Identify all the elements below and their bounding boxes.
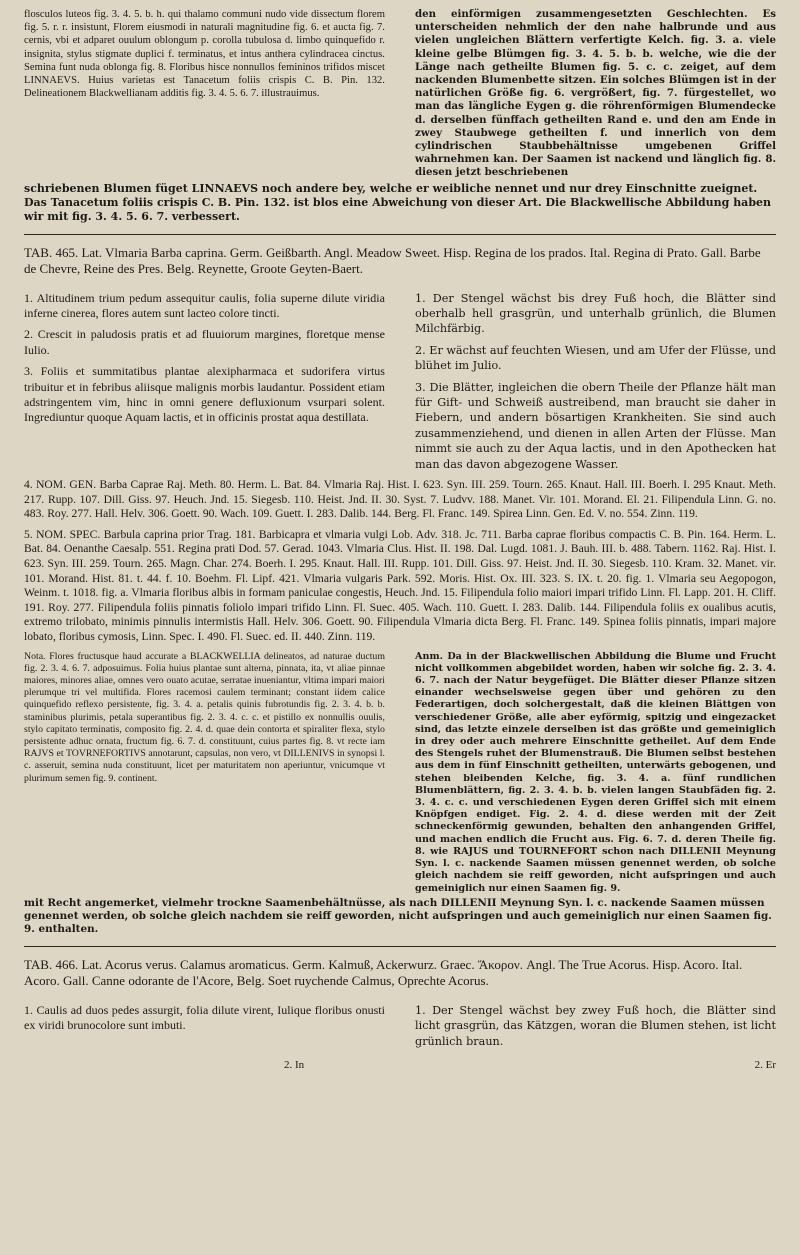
top-continuation (24, 8, 776, 180)
nom-spec-paragraph: 5. NOM. SPEC. Barbula caprina prior Trag. 181. Barbicapra et vlmaria vulgi Lob. Adv. 318. Jc. 711. Barba caprae floribus compactis C. B. Pin. 164. Herm. L. Bat. 84. Oenanthe Caesalp. 551. Regina prati Dod. 57. Gerad. 1043. Vlmaria Clus. Hist. II. 198. Dal. Lugd. 1081. J. Bauh. III. b. 488. Tabern. 1162. Raj. Hist. I. 623. Syn. III. 259. Tourn. 265. Magn. Char. 274. Boerh. I. 295. Knaut. Hall. III. Rupp. 101. Dill. Giss. 97. Heist. Jnd. II. 30. Siegesb. 110. Kram. 32. Manet. vir. 101. Morand. Hist. 81. t. 44. f. 10. Boehm. Fl. Lipf. 421. Vlmaria vulgaris Park. 592. Moris. Hist. Ox. III. 323. S. IX. t. 20. fig. 1. Vlmaria seu Aegopogon, Weinm. t. 1018. fig. a. Vlmaria floribus albis in formam paniculae congestis, Heuch. Jnd. 15. Filipendula folio maiori impari trifido Linn. Fl. Lapp. 201. H. Cliff. 191. Roy. 277. Filipendula foliis pinnatis foliolo impari trifido Linn. Fl. Suec. 405. Wach. 110. Guett. I. 283. Dalib. 144. Filipendula foliis ex oualibus acutis, extremo trilobato, minimis pinnulis intermistis Hall. Helv. 306. Goett. 90. Filipendula Vlmaria dicta Berg. Fl. Franc. 149. Spinea foliis pinnatis, impari majore lobato, floribus cymosis, Linn. Spec. I. 490. Fl. Suec. ed. II. 440. Zinn. 119. (24, 527, 776, 644)
tab-465-latin-para-2: 2. Crescit in paludosis pratis et ad fluuiorum margines, floretque mense Iulio. (24, 327, 385, 357)
tab-465-german-para-1: 1. Der Stengel wächst bis drey Fuß hoch, die Blätter sind oberhalb hell grasgrün, und unterhalb grünlich, die Blumen Milchfärbig. (415, 291, 776, 336)
tab-466-german-para-1: 1. Der Stengel wächst bey zwey Fuß hoch, die Blätter sind licht grasgrün, das Kätzgen, woran die Blumen stehen, ist licht grünlich braun. (415, 1003, 776, 1048)
nota-section (24, 651, 776, 895)
catchwords (24, 1059, 776, 1071)
nota-german: Anm. Da in der Blackwellischen Abbildung die Blume und Frucht nicht vollkommen abgebildet worden, haben wir solche fig. 2. 3. 4. 6. 7. nach der Natur beygefüget. Die Blätter dieser Pflanze sitzen einander wechselsweise gegen über und gehören zu den Federartigen, doch solchergestalt, daß die kleinen Blättgen von verschiedener Größe, alle aber eyförmig, spitzig und eingezacket sind, das letzte einzele derselben ist das größte und gemeiniglich in drey oder auch mehrere Einschnitte getheilet. Auf dem Ende des Stengels ruhet der Blumenstrauß. Die Blumen selbst bestehen aus dem in fünf Einschnitt getheilten, unterwärts gebogenen, und stehen bleibenden Kelche, fig. 3. 4. a. fünf rundlichen Blumenblättern, fig. 2. 3. 4. b. b. vielen langen Staubfäden fig. 2. 3. 4. c. c. und verschiedenen Eygen deren Griffel sich mit einem Knöpfgen endiget. Fig. 2. 4. d. diese werden mit der Zeit schneckenförmig gewunden, behalten den anhangenden Griffel, und machen endlich die Frucht aus. Fig. 6. 7. d. deren Theile fig. 8. wie RAJUS und TOURNEFORT schon nach DILLENII Meynung Syn. l. c. nackende Saamen müssen genennet werden, ob solche gleich nachdem sie reiff geworden, nicht aufspringen und auch gemeiniglich nur einen Saamen fig. 9. (415, 650, 776, 894)
top-german-column: den einförmigen zusammengesetzten Geschlechten. Es unterscheiden nehmlich der den nahe halbrunde und aus vielen ungleichen Blättern verfertigte Kelch. fig. 3. a. viele kleine gelbe Blümgen fig. 3. 4. 5. b. b. welche, wie die der Länge nach getheilte Blumen fig. 5. c. c. zeiget, auf dem nackenden Blumenbette sitzen. Ein solches Blümgen ist in der natürlichen Größe fig. 6. vergrößert, fig. 7. fürgestellet, wo man das längliche Eygen g. die röhrenförmigen Blumendecke d. derselben fünffach getheilten Rand e. und den am Ende in zwey Staubwege getheilten f. und innerlich von dem cylindrischen Staubbehältnisse umgebenen Griffel wahrnehmen kan. Der Saamen ist nackend und länglich fig. 8. diesen jetzt beschriebenen (415, 8, 776, 179)
nom-gen-paragraph: 4. NOM. GEN. Barba Caprae Raj. Meth. 80. Herm. L. Bat. 84. Vlmaria Raj. Hist. I. 623. Syn. III. 259. Tourn. 265. Knaut. Hall. III. Boerh. I. 295 Knaut. Meth. 217. Rupp. 107. Dill. Giss. 97. Heuch. Jnd. 15. Siegesb. 110. Heist. Jnd. II. 30. Syst. 7. Ludvv. 188. Manet. Vir. 101. Morand. El. 21. Filipendula Linn. G. no. 483. Roy. 277. Hall. Helv. 306. Goett. 90. Wach. 109. Guett. I. 283. Dalib. 144. Berg. Fl. Franc. 149. Spirea Linn. Gen. Ed. V. no. 554. Zinn. 119. (24, 478, 776, 521)
tab-465-latin-column (24, 291, 385, 478)
tab-465-latin-para-3: 3. Foliis et summitatibus plantae alexipharmaca et sudorifera virtus tribuitur et in febribus aliisque malignis morbis laudantur. Possident etiam adstringentem vim, hinc in omni genere defluxionum vsurpari solent. Ingrediuntur quoque Aquam lactis, et in officinis prostat aqua destillata. (24, 364, 385, 425)
tab-465-latin-para-1: 1. Altitudinem trium pedum assequitur caulis, folia superne dilute viridia inferne cinerea, flores autem sunt lacteo colore tincti. (24, 290, 385, 321)
top-german-full-line: schriebenen Blumen füget LINNAEVS noch andere bey, welche er weibliche nennet und nur drey Einschnitte zueignet. Das Tanacetum foliis crispis C. B. Pin. 132. ist blos eine Abweichung von dieser Art. Die Blackwellische Abbildung haben wir mit fig. 3. 4. 5. 6. 7. verbessert. (24, 181, 772, 223)
section-divider-2 (24, 946, 776, 947)
nota-closing-line: mit Recht angemerket, vielmehr trockne Saamenbehältnüsse, als nach DILLENII Meynung Syn. l. c. nackende Saamen müssen genennet werden, ob solche gleich nachdem sie reiff geworden, nicht aufspringen und auch gemeiniglich nur einen Saamen fig. 9. enthalten. (24, 896, 772, 935)
section-divider (24, 234, 776, 235)
tab-466-heading: TAB. 466. Lat. Acorus verus. Calamus aromaticus. Germ. Kalmuß, Ackerwurz. Graec. Ἄκορον. Angl. The True Acorus. Hisp. Acoro. Ital. Acoro. Gall. Canne odorante de l'Acore, Belg. Soet ruychende Calmus, Oprechte Acorus. (24, 956, 743, 988)
nota-latin: Nota. Flores fructusque haud accurate a BLACKWELLIA delineatos, ad naturae ductum fig. 2. 3. 4. 6. 7. adposuimus. Folia huius plantae sunt alterna, pinnata, ita, vt aliae pinnae maiores, minores aliae, omnes vero ouato acutae, serratae inueniantur, vltima impari maiori plerumque tri vel multifida. Flores racemosi caulem terminant; constant iidem calice quinquefido reflexo persistente, fig. 3. 4. a. petalis quinis fubrotundis fig. 2. 3. 4. b. b. staminibus plurimis, petala superantibus fig. 2. 3. 4. c. c. et pistillo ex nonnullis ouulis, stylo capitato terminatis, composito fig. 2. 4. d. quae dein contorta et spiraliter flexa, stylo persistente adhuc ornata, fructum fig. 6. 7. d. constituunt, cuius partes fig. 8. vt recte iam RAJVS et TOVRNEFORTIVS annotarunt, capsulas, non vero, vt DILLENIVS in synopsi l. c. asseruit, semina nuda constituunt, licet per maturitatem non aperiuntur, vnicumque vt plurimum semen fig. 9. continent. (24, 650, 385, 784)
tab-465-german-para-2: 2. Er wächst auf feuchten Wiesen, und am Ufer der Flüsse, und blühet im Julio. (415, 343, 777, 373)
tab-466-latin-para-1: 1. Caulis ad duos pedes assurgit, folia dilute virent, Iulique floribus onusti ex viridi brunocolore sunt imbuti. (24, 1002, 385, 1033)
catchword-left: 2. In (284, 1058, 305, 1071)
catchword-right: 2. Er (754, 1058, 776, 1071)
top-latin-column: flosculos luteos fig. 3. 4. 5. b. h. qui thalamo communi nudo vide dissectum florem fig. 5. r. r. insistunt, Florem eiusmodi in naturali magnitudine fig. 6. et aucta fig. 7. cernis, vbi et adparet ouulum oblongum p. corolla tubulosa d. limbo quinquefido r. insignita, stylus stigmate duplici f. terminatus, et intus anthera cylindracea cinctus. Semina funt nuda oblonga fig. 8. Floribus hisce nonnullos femininos trifidos miscet LINNAEVS. Huius varietas est Tanacetum foliis crispis C. B. Pin. 132. Delineationem Blackwellianam additis fig. 3. 4. 5. 6. 7. illustrauimus. (24, 9, 385, 100)
tab-465-descriptions (24, 291, 776, 478)
tab-465-heading: TAB. 465. Lat. Vlmaria Barba caprina. Germ. Geißbarth. Angl. Meadow Sweet. Hisp. Regina de los prados. Ital. Regina di Prato. Gall. Barbe de Chevre, Reine des Pres. Belg. Reynette, Groote Geyten-Baert. (24, 244, 761, 276)
tab-466-descriptions (24, 1003, 776, 1055)
tab-465-german-para-3: 3. Die Blätter, ingleichen die obern Theile der Pflanze hält man für Gift- und Schweiß austreibend, man braucht sie daher in Fiebern, und andern bösartigen Krankheiten. Sie sind auch zusammenziehend, und dienen in allen Arten der Flüsse. Man nimmt sie auch zu der Aqua lactis, und in den Apothecken hat man das davon abgezogene Wasser. (415, 380, 776, 471)
tab-465-german-column (415, 291, 776, 478)
